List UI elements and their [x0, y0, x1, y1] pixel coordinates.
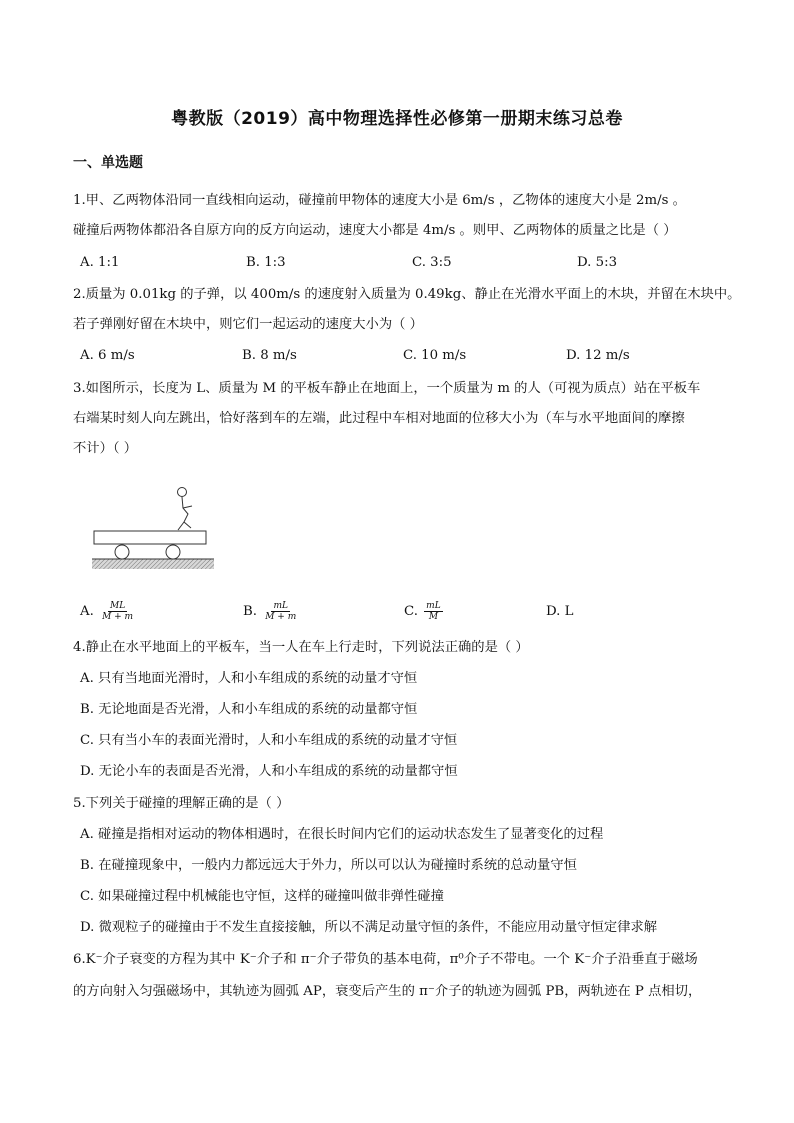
q5-option-c[interactable]: C. 如果碰撞过程中机械能也守恒，这样的碰撞叫做非弹性碰撞	[80, 889, 444, 904]
q1-option-d[interactable]: D. 5:3	[577, 255, 618, 270]
q3-option-d[interactable]: D. L	[546, 604, 574, 619]
fraction: $\frac{ML}{M + m}$	[102, 601, 134, 622]
q4-stem-line-1: 4.静止在水平地面上的平板车，当一人在车上行走时，下列说法正确的是（ ）	[73, 640, 529, 655]
ground	[92, 559, 214, 569]
q5-option-d[interactable]: D. 微观粒子的碰撞由于不发生直接接触，所以不满足动量守恒的条件，不能应用动量守恒定律求解	[80, 920, 658, 935]
q6-stem-line-2: 的方向射入匀强磁场中，其轨迹为圆弧 AP，衰变后产生的 π⁻介子的轨迹为圆弧 PB，两轨迹在 P 点相切，	[73, 984, 702, 999]
q4-option-a[interactable]: A. 只有当地面光滑时，人和小车组成的系统的动量才守恒	[80, 671, 418, 686]
q3-option-c[interactable]: C. $\frac{mL}{M}$	[404, 601, 441, 622]
cart-jump-figure	[88, 478, 218, 578]
q4-option-d[interactable]: D. 无论小车的表面是否光滑，人和小车组成的系统的动量都守恒	[80, 764, 458, 779]
q1-option-c[interactable]: C. 3:5	[412, 255, 452, 270]
person-head-icon	[178, 488, 187, 497]
section-heading: 一、单选题	[73, 155, 143, 171]
q2-option-c[interactable]: C. 10 m/s	[403, 348, 467, 363]
cart-board	[94, 531, 206, 544]
q1-option-a[interactable]: A. 1:1	[80, 255, 120, 270]
q2-stem-line-2: 若子弹刚好留在木块中，则它们一起运动的速度大小为（ ）	[73, 317, 423, 332]
q2-option-d[interactable]: D. 12 m/s	[566, 348, 630, 363]
page-title: 粤教版（2019）高中物理选择性必修第一册期末练习总卷	[171, 109, 623, 129]
q5-stem-line-1: 5.下列关于碰撞的理解正确的是（ ）	[73, 796, 290, 811]
q1-option-b[interactable]: B. 1:3	[246, 255, 286, 270]
q2-option-b[interactable]: B. 8 m/s	[242, 348, 297, 363]
q3-option-a[interactable]: A. $\frac{ML}{M + m}$	[80, 601, 134, 622]
q3-stem-line-3: 不计）（ ）	[73, 441, 138, 456]
q1-stem-line-2: 碰撞后两物体都沿各自原方向的反方向运动，速度大小都是 4m/s 。则甲、乙两物体的质量之比是（ ）	[73, 223, 677, 238]
cart-wheel-left	[115, 545, 129, 559]
q6-stem-line-1: 6.K⁻介子衰变的方程为其中 K⁻介子和 π⁻介子带负的基本电荷，π⁰介子不带电。一个 K⁻介子沿垂直于磁场	[73, 952, 698, 967]
q2-option-a[interactable]: A. 6 m/s	[80, 348, 135, 363]
q2-stem-line-1: 2.质量为 0.01kg 的子弹，以 400m/s 的速度射入质量为 0.49kg、静止在光滑水平面上的木块，并留在木块中。	[73, 287, 741, 302]
fraction: $\frac{mL}{M + m}$	[265, 601, 297, 622]
q3-stem-line-2: 右端某时刻人向左跳出，恰好落到车的左端，此过程中车相对地面的位移大小为（车与水平地面间的摩擦	[73, 411, 685, 426]
cart-wheel-right	[166, 545, 180, 559]
fraction: $\frac{mL}{M}$	[426, 601, 441, 622]
q3-option-b[interactable]: B. $\frac{mL}{M + m}$	[243, 601, 297, 622]
q4-option-c[interactable]: C. 只有当小车的表面光滑时，人和小车组成的系统的动量才守恒	[80, 733, 458, 748]
q5-option-a[interactable]: A. 碰撞是指相对运动的物体相遇时，在很长时间内它们的运动状态发生了显著变化的过程	[80, 827, 604, 842]
q1-stem-line-1: 1.甲、乙两物体沿同一直线相向运动，碰撞前甲物体的速度大小是 6m/s ，乙物体的速度大小是 2m/s 。	[73, 193, 686, 208]
q3-stem-line-1: 3.如图所示，长度为 L、质量为 M 的平板车静止在地面上，一个质量为 m 的人（可视为质点）站在平板车	[73, 381, 701, 396]
q5-option-b[interactable]: B. 在碰撞现象中，一般内力都远远大于外力，所以可以认为碰撞时系统的总动量守恒	[80, 858, 577, 873]
q4-option-b[interactable]: B. 无论地面是否光滑，人和小车组成的系统的动量都守恒	[80, 702, 418, 717]
